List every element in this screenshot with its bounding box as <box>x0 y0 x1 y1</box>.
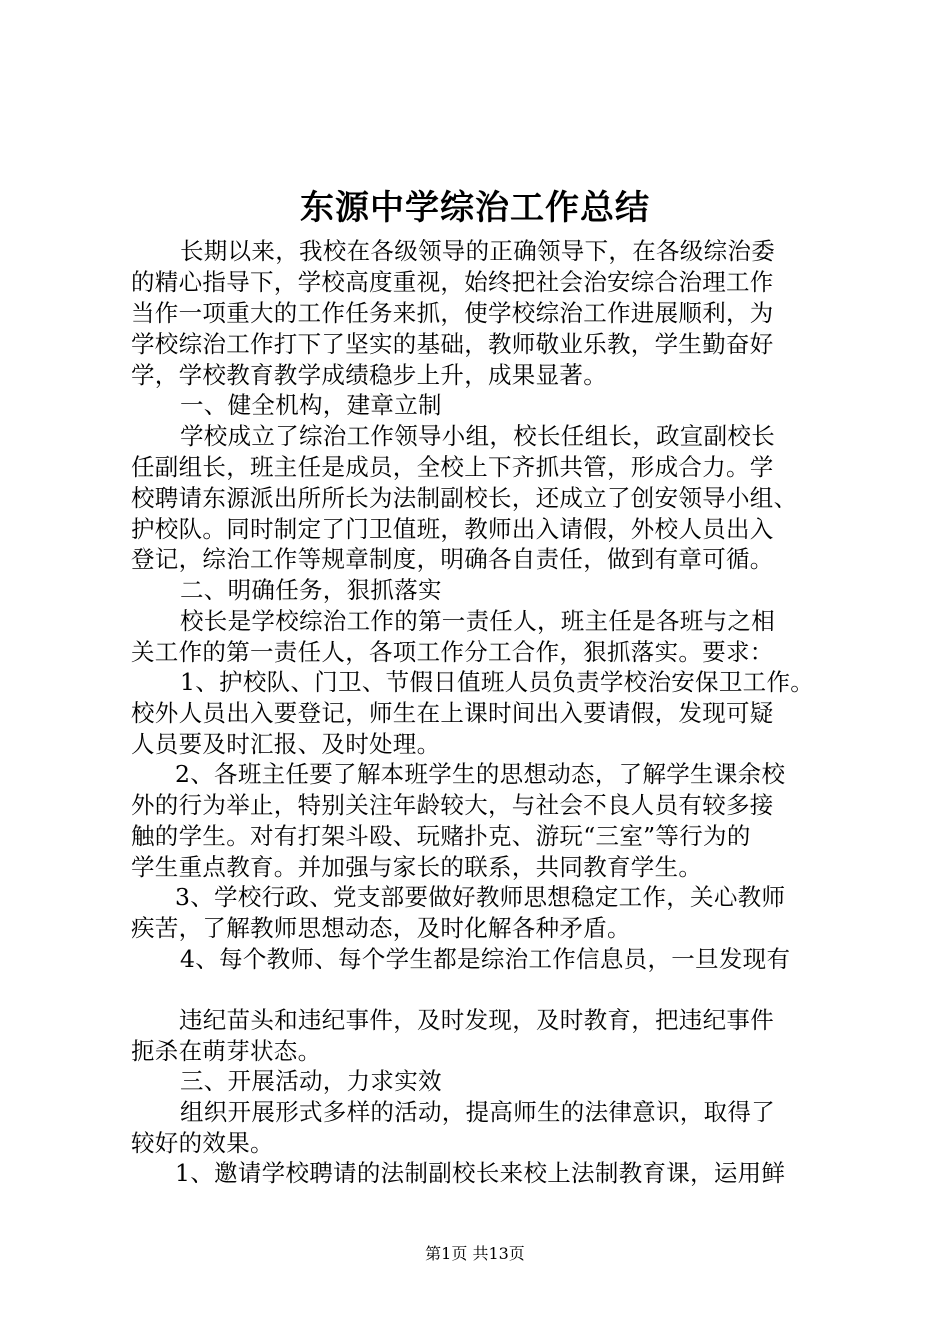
text-line: 外的行为举止，特别关注年龄较大，与社会不良人员有较多接 <box>131 791 774 819</box>
text-line: 学校成立了综治工作领导小组，校长任组长，政宣副校长 <box>180 422 775 450</box>
page-number: 第1页 共13页 <box>425 1244 525 1263</box>
text-line: 组织开展形式多样的活动，提高师生的法律意识，取得了 <box>180 1098 775 1126</box>
section-heading: 三、开展活动，力求实效 <box>180 1067 442 1095</box>
document-title: 东源中学综治工作总结 <box>300 188 650 228</box>
text-line: 学校综治工作打下了坚实的基础，教师敬业乐教，学生勤奋好 <box>131 330 774 358</box>
text-line: 护校队。同时制定了门卫值班，教师出入请假，外校人员出入 <box>131 515 774 543</box>
text-line: 校外人员出入要登记，师生在上课时间出入要请假，发现可疑 <box>131 699 774 727</box>
text-line: 1、护校队、门卫、节假日值班人员负责学校治安保卫工作。 <box>180 668 815 696</box>
text-line: 疾苦，了解教师思想动态，及时化解各种矛盾。 <box>131 914 631 942</box>
text-line: 校聘请东源派出所所长为法制副校长，还成立了创安领导小组、 <box>131 484 798 512</box>
text-line: 校长是学校综治工作的第一责任人，班主任是各班与之相 <box>180 607 775 635</box>
text-line: 扼杀在萌芽状态。 <box>131 1037 322 1065</box>
section-heading: 一、健全机构，建章立制 <box>180 391 442 419</box>
text-line: 关工作的第一责任人，各项工作分工合作，狠抓落实。要求： <box>131 638 774 666</box>
text-line: 长期以来，我校在各级领导的正确领导下，在各级综治委 <box>180 237 775 265</box>
text-line: 人员要及时汇报、及时处理。 <box>131 730 441 758</box>
text-line: 1、邀请学校聘请的法制副校长来校上法制教育课，运用鲜 <box>175 1159 786 1187</box>
text-line: 登记，综治工作等规章制度，明确各自责任，做到有章可循。 <box>131 545 774 573</box>
text-line: 违纪苗头和违纪事件，及时发现，及时教育，把违纪事件 <box>179 1006 774 1034</box>
text-line: 学生重点教育。并加强与家长的联系，共同教育学生。 <box>131 853 703 881</box>
text-line: 任副组长，班主任是成员，全校上下齐抓共管，形成合力。学 <box>131 453 774 481</box>
text-line: 触的学生。对有打架斗殴、玩赌扑克、游玩“三室”等行为的 <box>131 822 751 850</box>
text-line: 的精心指导下，学校高度重视，始终把社会治安综合治理工作 <box>131 268 774 296</box>
text-line: 学，学校教育教学成绩稳步上升，成果显著。 <box>131 361 607 389</box>
text-line: 3、学校行政、党支部要做好教师思想稳定工作，关心教师 <box>175 883 786 911</box>
text-line: 较好的效果。 <box>131 1129 274 1157</box>
text-line: 当作一项重大的工作任务来抓，使学校综治工作进展顺利，为 <box>131 299 774 327</box>
text-line: 2、各班主任要了解本班学生的思想动态，了解学生课余校 <box>175 760 786 788</box>
section-heading: 二、明确任务，狠抓落实 <box>180 576 442 604</box>
text-line: 4、每个教师、每个学生都是综治工作信息员，一旦发现有 <box>180 945 791 973</box>
